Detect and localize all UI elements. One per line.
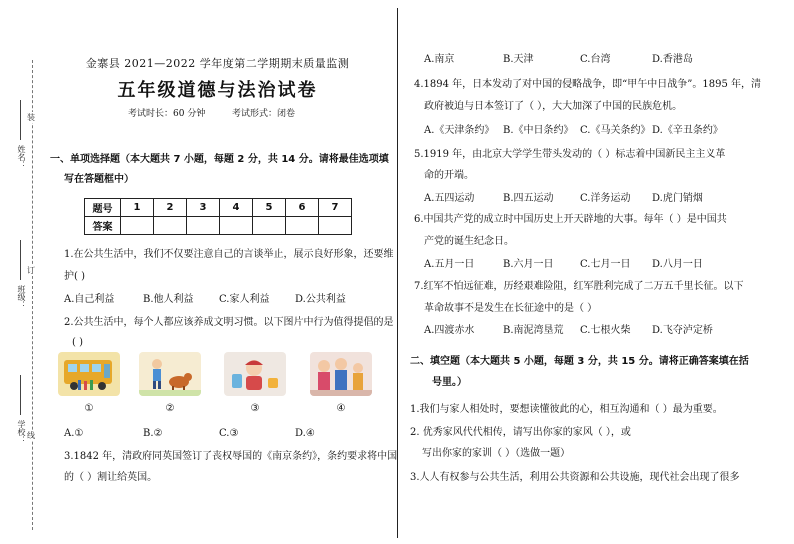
binding-glyph-xian: 线	[27, 431, 35, 440]
binding-glyph-zhuang: 装	[27, 113, 35, 122]
q4-option-d[interactable]: D.《辛丑条约》	[652, 125, 723, 136]
q2-option-a[interactable]: A.①	[64, 428, 84, 439]
q5-stem-line1: 5.1919 年，由北京大学学生带头发动的（ ）标志着中国新民主主义革	[414, 149, 726, 160]
q1-option-b[interactable]: B.他人利益	[143, 294, 194, 305]
q1-stem-line2: 护( )	[64, 271, 85, 282]
section1-heading-line2: 写在答题框中）	[64, 174, 134, 185]
pic2-bg	[139, 352, 201, 396]
answer-cell-3[interactable]	[187, 217, 220, 235]
q4-option-c[interactable]: C.《马关条约》	[580, 125, 651, 136]
q3-stem-line2: 的（ ）割让给英国。	[64, 472, 158, 483]
q7-option-c[interactable]: C.七根火柴	[580, 325, 631, 336]
table-number-3: 3	[187, 199, 220, 217]
q2-option-d[interactable]: D.④	[295, 428, 315, 439]
q7-option-a[interactable]: A.四渡赤水	[424, 325, 475, 336]
answer-table-row-numbers	[85, 199, 352, 217]
q6-option-d[interactable]: D.八月一日	[652, 259, 703, 270]
fill2-line1: 2. 优秀家风代代相传，请写出你家的家风（ ），或	[410, 427, 631, 438]
table-head-answer: 答案	[85, 217, 121, 235]
q5-option-d[interactable]: D.虎门销烟	[652, 193, 703, 204]
q7-stem-line2: 革命故事不是发生在长征途中的是（ ）	[424, 303, 598, 314]
q7-option-b[interactable]: B.南泥湾垦荒	[503, 325, 564, 336]
q5-option-c[interactable]: C.洋务运动	[580, 193, 631, 204]
q4-option-a[interactable]: A.《天津条约》	[424, 125, 495, 136]
school-label: 学校：	[17, 420, 26, 444]
boy-and-dog-illustration	[139, 352, 201, 396]
q1-stem-line1: 1.在公共生活中，我们不仅要注意自己的言谈举止，展示良好形象，还要维	[64, 249, 394, 260]
q3-option-c[interactable]: C.台湾	[580, 54, 611, 65]
q6-option-c[interactable]: C.七月一日	[580, 259, 631, 270]
q2-stem-line1: 2.公共生活中，每个人都应该养成文明习惯。以下图片中行为值得提倡的是	[64, 317, 394, 328]
q1-option-a[interactable]: A.自己利益	[64, 294, 115, 305]
q1-option-c[interactable]: C.家人利益	[219, 294, 270, 305]
q3-option-b[interactable]: B.天津	[503, 54, 534, 65]
table-head-number: 题号	[85, 199, 121, 217]
answer-cell-1[interactable]	[121, 217, 154, 235]
table-number-4: 4	[220, 199, 253, 217]
section1-heading-line1: 一、单项选择题（本大题共 7 小题，每题 2 分，共 14 分。请将最佳选项填	[50, 154, 389, 165]
q3-stem-line1: 3.1842 年，清政府同英国签订了丧权辱国的《南京条约》，条约要求将中国	[64, 451, 398, 462]
q6-option-a[interactable]: A.五月一日	[424, 259, 475, 270]
q7-option-d[interactable]: D.飞夺泸定桥	[652, 325, 713, 336]
table-number-1: 1	[121, 199, 154, 217]
exam-subtitle: 金寨县 2021—2022 学年度第二学期期末质量监测	[85, 57, 350, 70]
bus-queue-illustration	[58, 352, 120, 396]
binding-dash-line	[32, 60, 33, 530]
exam-format: 考试形式：闭卷	[232, 109, 296, 119]
answer-table-row-answers	[85, 217, 352, 235]
fill3-text: 3.人人有权参与公共生活，利用公共资源和公共设施，现代社会出现了很多	[410, 472, 740, 483]
q1-option-d[interactable]: D.公共利益	[295, 294, 346, 305]
family-crowd-illustration	[310, 352, 372, 396]
answer-cell-2[interactable]	[154, 217, 187, 235]
table-number-5: 5	[253, 199, 286, 217]
q6-option-b[interactable]: B.六月一日	[503, 259, 554, 270]
answer-cell-4[interactable]	[220, 217, 253, 235]
pic-label-2: ②	[165, 403, 175, 414]
name-label: 姓名：	[17, 145, 26, 169]
fill2-line2: 写出你家的家训（ ）（选做一题）	[422, 448, 571, 459]
pic-label-3: ③	[250, 403, 260, 414]
name-blank	[20, 100, 21, 140]
girl-with-cap-illustration	[224, 352, 286, 396]
exam-time: 考试时长：60 分钟	[128, 109, 206, 119]
section2-heading-line2: 号里。）	[432, 377, 467, 388]
binding-glyph-ding: 订	[27, 266, 35, 275]
table-number-2: 2	[154, 199, 187, 217]
q2-option-c[interactable]: C.③	[219, 428, 239, 439]
q5-option-a[interactable]: A.五四运动	[424, 193, 475, 204]
table-number-7: 7	[319, 199, 352, 217]
school-blank	[20, 375, 21, 415]
pic-label-1: ①	[84, 403, 94, 414]
q3-option-a[interactable]: A.南京	[424, 54, 455, 65]
q6-stem-line1: 6.中国共产党的成立时中国历史上开天辟地的大事。每年（ ）是中国共	[414, 214, 727, 225]
q4-stem-line2: 政府被迫与日本签订了（ ），大大加深了中国的民族危机。	[424, 101, 683, 112]
q4-option-b[interactable]: B.《中日条约》	[503, 125, 574, 136]
class-label: 班级：	[17, 285, 26, 309]
q2-option-b[interactable]: B.②	[143, 428, 163, 439]
answer-cell-6[interactable]	[286, 217, 319, 235]
pic-label-4: ④	[336, 403, 346, 414]
table-number-6: 6	[286, 199, 319, 217]
q7-stem-line1: 7.红军不怕远征难，历经艰难险阻，红军胜利完成了二万五千里长征。以下	[414, 281, 744, 292]
answer-cell-5[interactable]	[253, 217, 286, 235]
exam-title: 五年级道德与法治试卷	[117, 80, 318, 101]
q6-stem-line2: 产党的诞生纪念日。	[424, 236, 514, 247]
section2-heading-line1: 二、填空题（本大题共 5 小题，每题 3 分，共 15 分。请将正确答案填在括	[410, 356, 749, 367]
q5-option-b[interactable]: B.四五运动	[503, 193, 554, 204]
class-blank	[20, 240, 21, 280]
q5-stem-line2: 命的开端。	[424, 170, 474, 181]
fill1-text: 1.我们与家人相处时，要想读懂彼此的心，相互沟通和（ ）最为重要。	[410, 404, 723, 415]
answer-cell-7[interactable]	[319, 217, 352, 235]
q4-stem-line1: 4.1894 年，日本发动了对中国的侵略战争，即“甲午中日战争”。1895 年，清	[414, 79, 762, 90]
answer-table	[84, 198, 352, 235]
q3-option-d[interactable]: D.香港岛	[652, 54, 693, 65]
q2-stem-line2: ( )	[72, 337, 83, 348]
